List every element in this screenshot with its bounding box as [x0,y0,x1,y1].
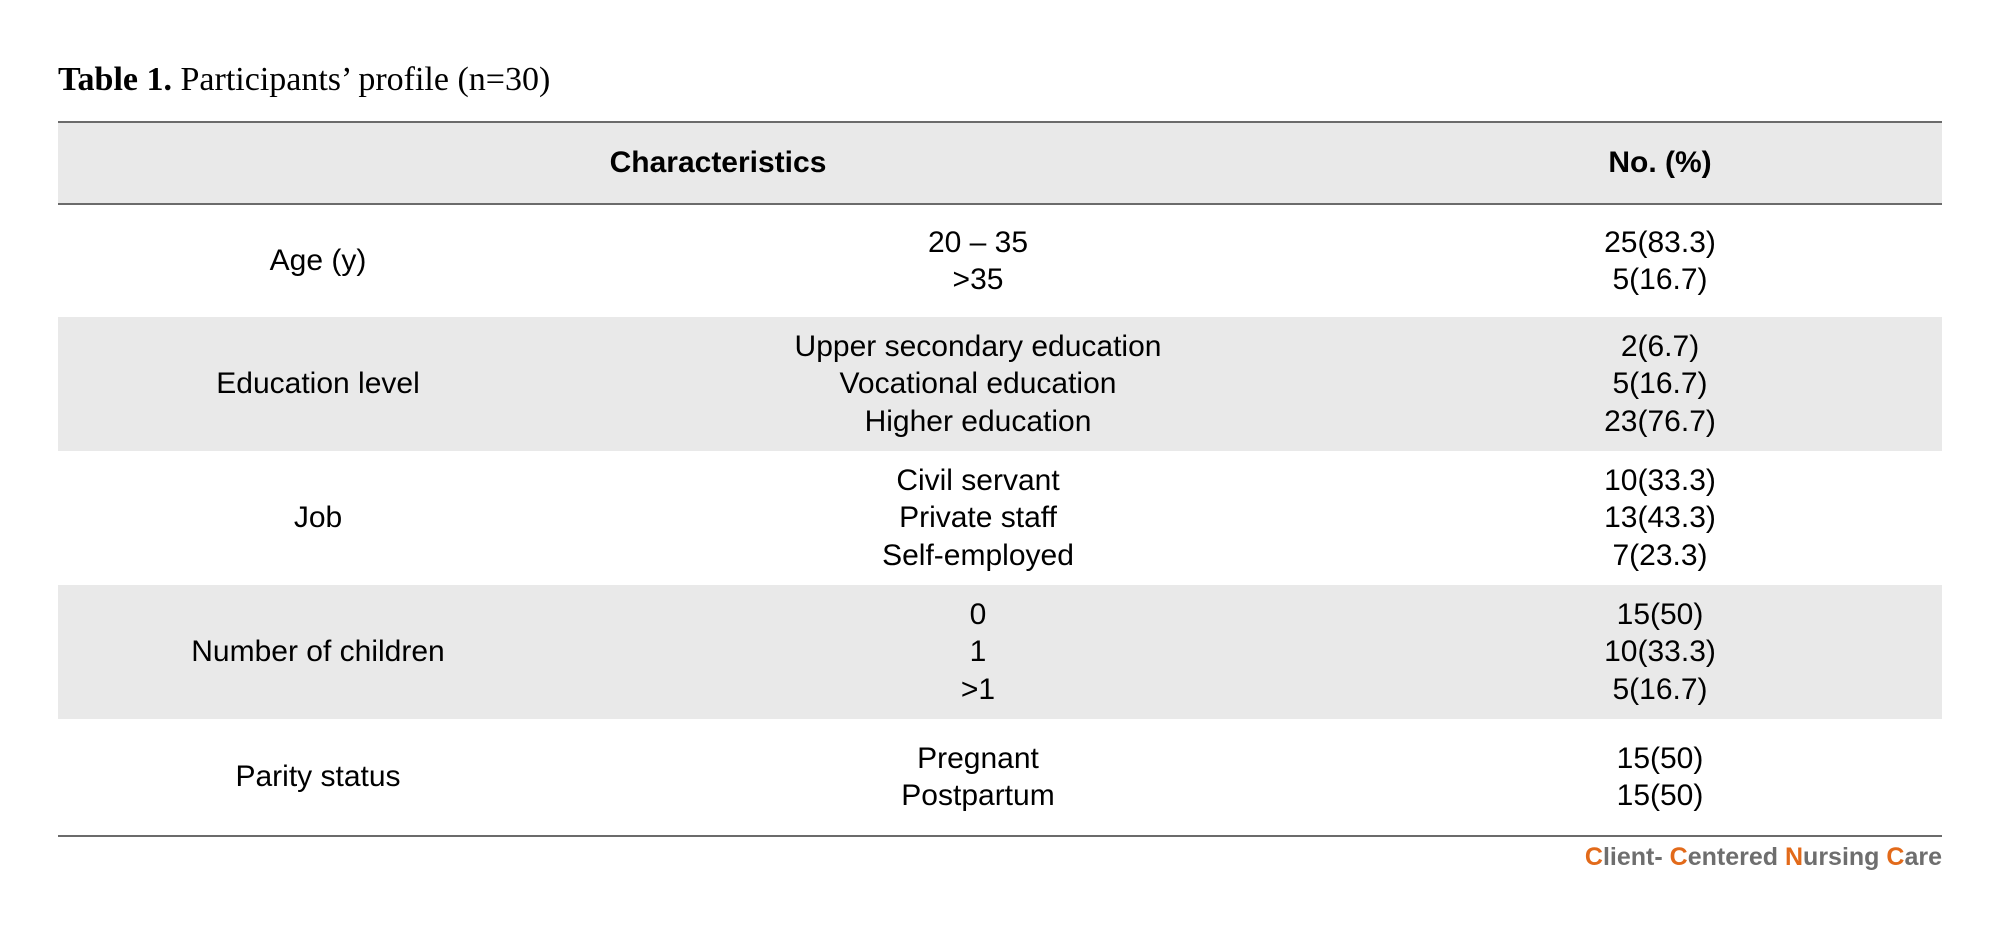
value-cell: 2(6.7) [1620,329,1700,363]
row-categories [578,451,1378,585]
logo-text: lient- [1602,843,1670,871]
row-categories [578,719,1378,835]
value-cell: 7(23.3) [1612,538,1708,572]
journal-logo [1585,843,1942,872]
row-categories [578,317,1378,451]
category-label: 20 – 35 [927,225,1029,259]
row-group-label [58,585,578,719]
table-row [58,205,1942,317]
category-label: Self-employed [882,538,1074,572]
category-label: Pregnant [917,741,1039,775]
row-values [1378,585,1942,719]
group-label: Education level [216,367,420,401]
row-group-label [58,205,578,317]
header-number-percent: No. (%) [1608,146,1712,179]
logo-letter: C [1584,843,1603,871]
row-group-label [58,451,578,585]
category-label: >1 [960,672,996,706]
participants-table [58,121,1942,837]
category-label: Vocational education [839,367,1117,401]
table-row [58,719,1942,835]
table-row [58,317,1942,451]
value-cell: 5(16.7) [1612,672,1708,706]
table-row [58,451,1942,585]
value-cell: 15(50) [1616,779,1704,812]
logo-letter: C [1669,843,1688,871]
group-label: Parity status [235,760,401,794]
value-cell: 15(50) [1616,597,1704,631]
group-label: Job [293,501,343,535]
value-cell: 23(76.7) [1604,404,1716,438]
logo-text: are [1904,843,1942,871]
logo-letter: C [1886,843,1905,871]
row-categories [578,585,1378,719]
header-characteristics: Characteristics [609,146,827,179]
row-values [1378,451,1942,585]
row-values [1378,205,1942,317]
value-cell: 10(33.3) [1604,463,1716,497]
value-cell: 15(50) [1616,741,1704,775]
table-row [58,585,1942,719]
table-caption [58,56,550,104]
value-cell: 25(83.3) [1604,225,1716,259]
logo-text: ursing [1803,843,1887,871]
value-cell: 5(16.7) [1612,367,1708,401]
category-label: Upper secondary education [794,329,1162,363]
category-label: 1 [969,635,987,669]
table-caption-text: Participants’ profile (n=30) [172,61,551,98]
category-label: Higher education [864,404,1092,438]
logo-letter: N [1784,843,1804,871]
logo-text: entered [1687,843,1785,871]
category-label: Civil servant [896,463,1060,497]
table-caption-label: Table 1. [58,61,173,98]
category-label: Postpartum [901,779,1055,812]
value-cell: 10(33.3) [1604,635,1716,669]
value-cell: 5(16.7) [1612,263,1708,296]
group-label: Number of children [191,635,445,669]
table-header-row [58,123,1942,205]
row-values [1378,317,1942,451]
row-categories [578,205,1378,317]
row-values [1378,719,1942,835]
row-group-label [58,317,578,451]
group-label: Age (y) [269,244,367,278]
table-body [58,205,1942,835]
value-cell: 13(43.3) [1604,501,1716,535]
row-group-label [58,719,578,835]
category-label: 0 [969,597,987,631]
category-label: Private staff [899,501,1057,535]
category-label: >35 [952,263,1004,296]
